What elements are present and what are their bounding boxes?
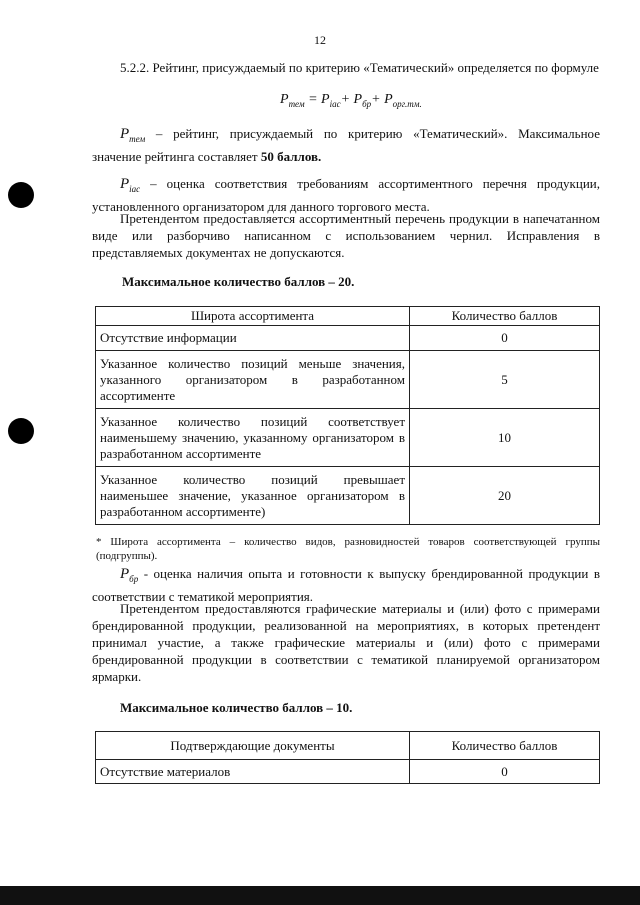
table-header: Количество баллов: [410, 732, 600, 760]
documents-table: [95, 731, 600, 784]
table-cell: 0: [410, 760, 600, 784]
table-cell: 0: [410, 326, 600, 351]
table-cell: 10: [410, 409, 600, 467]
table-cell: Отсутствие информации: [96, 326, 410, 351]
table-cell: Указанное количество позиций превышает наименьшее значение, указанное организатором в разработанном ассортименте): [96, 467, 410, 525]
p-iac-definition: $P_{iac}$ – оценка соответствия требованиям ассортиментного перечня продукции, установленного организатором для данного торгового места.: [92, 176, 600, 214]
table-header: Широта ассортимента: [96, 307, 410, 326]
p-br-note: Претендентом предоставляются графические материалы и (или) фото с примерами брендированной продукции, реализованной на мероприятиях, в которых претендент принимал участие, а также графические материалы и (или) фото с примерами брендированной продукции в соответствии с тематикой планируемой организатором ярмарки.: [92, 601, 600, 684]
table-row: [96, 467, 600, 525]
table-header: Подтверждающие документы: [96, 732, 410, 760]
table-row: [96, 326, 600, 351]
assortment-table: [95, 306, 600, 525]
table2-heading: Максимальное количество баллов – 10.: [120, 700, 353, 715]
table-header-row: [96, 307, 600, 326]
rating-formula: $P_{тем} = P_{iac}+ P_{бр}+ P_{орг.тм.}$: [280, 92, 422, 109]
table-cell: Указанное количество позиций соответствует наименьшему значению, указанному организатором в разработанном ассортименте: [96, 409, 410, 467]
table-row: [96, 351, 600, 409]
binder-hole-top: [8, 182, 34, 208]
table-cell: Отсутствие материалов: [96, 760, 410, 784]
table-row: [96, 409, 600, 467]
scan-edge-band: [0, 886, 640, 905]
table1-heading: Максимальное количество баллов – 20.: [122, 274, 355, 289]
binder-hole-bottom: [8, 418, 34, 444]
section-intro: 5.2.2. Рейтинг, присуждаемый по критерию «Тематический» определяется по формуле: [120, 60, 599, 75]
table-cell: 5: [410, 351, 600, 409]
p-iac-note: Претендентом предоставляется ассортиментный перечень продукции в напечатанном виде или разборчиво написанном с использованием чернил. Исправления в представляемых документах не допускаются.: [92, 211, 600, 260]
table-header: Количество баллов: [410, 307, 600, 326]
footnote: * Широта ассортимента – количество видов, разновидностей товаров соответствующей группы (подгруппы).: [96, 536, 600, 562]
page-number: 12: [314, 33, 326, 47]
table-row: [96, 760, 600, 784]
p-br-definition: $P_{бр}$ - оценка наличия опыта и готовности к выпуску брендированной продукции в соответствии с тематикой мероприятия.: [92, 566, 600, 604]
p-tem-definition: $P_{тем}$ – рейтинг, присуждаемый по критерию «Тематический». Максимальное значение рейтинга составляет 50 баллов.: [92, 126, 600, 164]
table-cell: 20: [410, 467, 600, 525]
table-cell: Указанное количество позиций меньше значения, указанного организатором в разработанном ассортименте: [96, 351, 410, 409]
table-header-row: [96, 732, 600, 760]
